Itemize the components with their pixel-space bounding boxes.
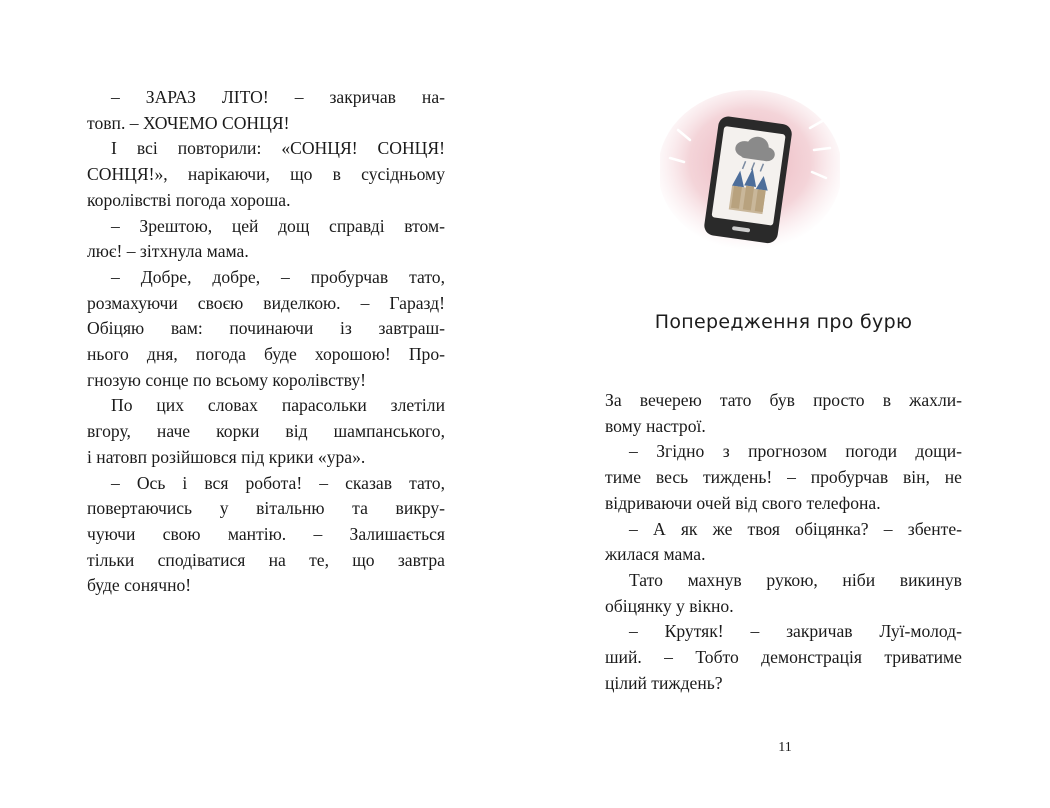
right-body-text	[605, 388, 962, 696]
text-line: повертаючись у вітальню та викру-	[87, 498, 445, 519]
text-line: По цих словах парасольки злетіли	[111, 395, 445, 416]
text-line: тільки сподіватися на те, що завтра	[87, 549, 445, 570]
smartphone-icon	[660, 88, 840, 268]
text-line: вгору, наче корки від шампанського,	[87, 421, 445, 442]
text-line: лює! – зітхнула мама.	[87, 241, 249, 262]
text-line: вому настрої.	[605, 415, 706, 436]
text-line: – Ось і вся робота! – сказав тато,	[111, 472, 445, 493]
text-line: – ЗАРАЗ ЛІТО! – закричав на-	[111, 87, 445, 107]
phone-illustration	[660, 88, 840, 268]
text-line: Тато махнув рукою, ніби викинув	[629, 569, 962, 590]
right-page	[525, 0, 1050, 808]
text-line: – Зрештою, цей дощ справді втом-	[111, 215, 445, 236]
text-line: обіцянку у вікно.	[605, 595, 734, 616]
text-line: СОНЦЯ!», нарікаючи, що в сусідньому	[87, 164, 445, 185]
text-line: жилася мама.	[605, 544, 706, 565]
text-line: цілий тиждень?	[605, 672, 723, 693]
text-line: розмахуючи своєю виделкою. – Гаразд!	[87, 292, 445, 313]
text-line: королівстві погода хороша.	[87, 189, 291, 210]
text-line: і натовп розійшовся під крики «ура».	[87, 446, 366, 467]
text-line: І всі повторили: «СОНЦЯ! СОНЦЯ!	[111, 138, 445, 159]
text-line: чуючи свою мантію. – Залишається	[87, 523, 445, 544]
text-line: гнозую сонце по всьому королівству!	[87, 369, 366, 390]
text-line: буде сонячно!	[87, 575, 192, 596]
text-line: – А як же твоя обіцянка? – збенте-	[629, 518, 962, 539]
text-line: ший. – Тобто демонстрація триватиме	[605, 647, 962, 668]
left-body-text	[87, 85, 445, 599]
text-line: нього дня, погода буде хорошою! Про-	[87, 344, 445, 365]
text-line: – Добре, добре, – пробурчав тато,	[111, 266, 445, 287]
text-line: За вечерею тато був просто в жахли-	[605, 390, 962, 410]
text-line: Обіцяю вам: починаючи із завтраш-	[87, 318, 445, 339]
text-line: відриваючи очей від свого телефона.	[605, 492, 881, 513]
text-line: – Згідно з прогнозом погоди дощи-	[629, 441, 962, 462]
text-line: тиме весь тиждень! – пробурчав він, не	[605, 467, 962, 488]
page-number: 11	[778, 740, 792, 755]
chapter-heading: Попередження про бурю	[654, 311, 913, 333]
text-line: товп. – ХОЧЕМО СОНЦЯ!	[87, 112, 290, 133]
text-line: – Крутяк! – закричав Луї-молод-	[629, 621, 962, 642]
